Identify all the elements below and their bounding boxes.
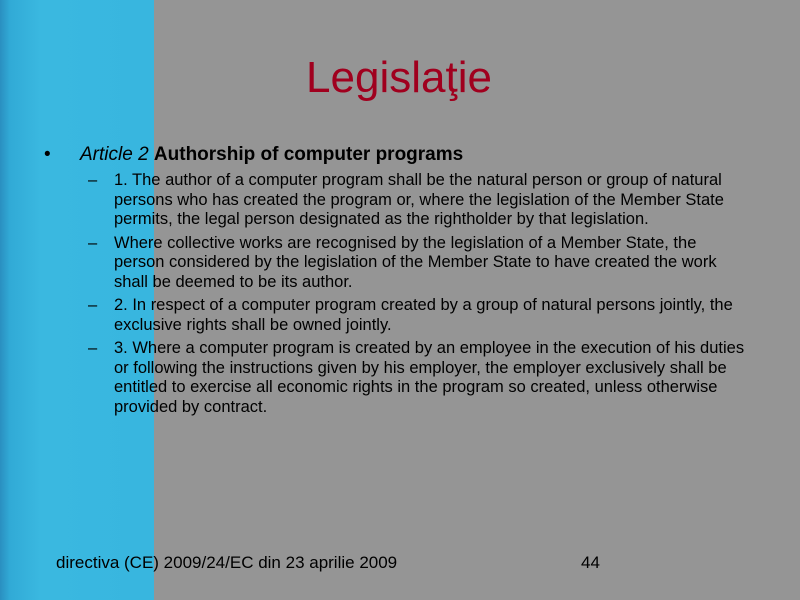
dash-marker: – xyxy=(88,171,98,189)
list-item xyxy=(44,171,750,230)
list-item xyxy=(44,339,750,417)
dash-marker: – xyxy=(88,233,98,252)
paragraph-text: 3. Where a computer program is created by an employee in the execution of his duties or following the instructions given by his employer, the employer exclusively shall be entitled to exercise all economic rights in the program so created, unless otherwise provided by contract. xyxy=(114,339,745,416)
paragraph-text: 1. The author of a computer program shall be the natural person or group of natural persons who has created the program or, where the legislation of the Member State permits, the legal person designated as the rightholder by that legislation. xyxy=(114,171,724,228)
footer-source: directiva (CE) 2009/24/EC din 23 aprilie 2009 xyxy=(56,553,398,572)
bullet-marker: • xyxy=(44,144,51,165)
paragraph-text: 2. In respect of a computer program created by a group of natural persons jointly, the exclusive rights shall be owned jointly. xyxy=(114,296,733,334)
slide-content xyxy=(44,143,744,421)
page-number: 44 xyxy=(581,553,600,572)
article-bullet xyxy=(44,143,744,167)
article-paragraph-list xyxy=(44,171,744,417)
article-heading: Authorship of computer programs xyxy=(153,144,464,165)
slide-title: Legislaţie xyxy=(306,53,492,102)
paragraph-text: Where collective works are recognised by the legislation of a Member State, the person considered by the legislation of the Member State to have created the work shall be deemed to be its author. xyxy=(114,233,717,291)
article-reference: Article 2 xyxy=(80,144,149,165)
list-item xyxy=(44,296,750,335)
list-item xyxy=(44,234,750,293)
dash-marker: – xyxy=(88,339,98,357)
dash-marker: – xyxy=(88,296,98,314)
